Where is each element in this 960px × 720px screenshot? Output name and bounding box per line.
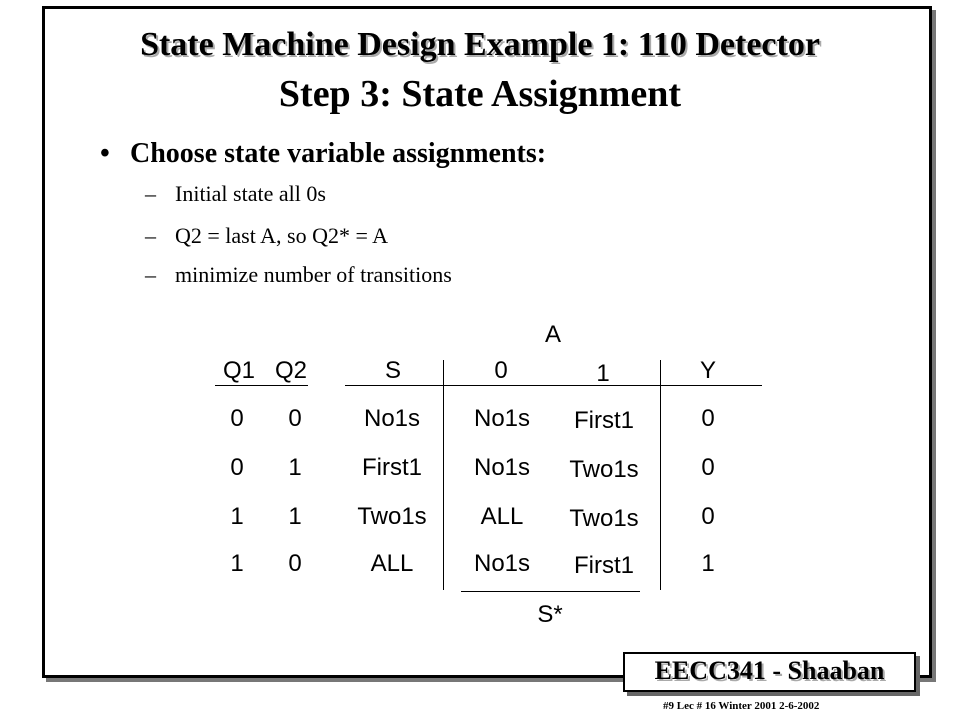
sub-item: [145, 223, 388, 249]
row2-q2: 1: [288, 503, 302, 530]
divider-right: [660, 360, 661, 590]
row1-s: First1: [362, 454, 422, 481]
row2-next0: ALL: [480, 503, 524, 530]
footer-rule: [461, 591, 640, 592]
sub-item-text: Initial state all 0s: [175, 181, 326, 206]
header-a1: 1: [596, 360, 610, 387]
row0-next1: First1: [574, 407, 634, 434]
dash-icon: –: [145, 181, 156, 206]
header-rule-main: [345, 385, 762, 386]
slide-footer: #9 Lec # 16 Winter 2001 2-6-2002: [663, 700, 820, 712]
row1-q2: 1: [288, 454, 302, 481]
divider-left: [443, 360, 444, 590]
row3-q1: 1: [230, 550, 244, 577]
sub-item: [145, 181, 326, 207]
slide-subtitle: Step 3: State Assignment: [278, 73, 682, 115]
slide-title: State Machine Design Example 1: 110 Detector: [140, 26, 820, 63]
row0-s: No1s: [363, 405, 421, 432]
sub-item-text: minimize number of transitions: [175, 262, 452, 287]
row0-q2: 0: [288, 405, 302, 432]
row3-s: ALL: [370, 550, 414, 577]
header-q2: Q2: [274, 357, 308, 384]
row2-q1: 1: [230, 503, 244, 530]
main-bullet: [100, 138, 546, 170]
sub-item-text: Q2 = last A, so Q2* = A: [175, 223, 389, 248]
row3-next1: First1: [574, 552, 634, 579]
row3-y: 1: [701, 550, 715, 577]
row3-q2: 0: [288, 550, 302, 577]
row2-y: 0: [701, 503, 715, 530]
row0-q1: 0: [230, 405, 244, 432]
row1-next0: No1s: [473, 454, 531, 481]
row2-next1: Two1s: [569, 505, 639, 532]
row0-next0: No1s: [473, 405, 531, 432]
input-header: A: [544, 321, 562, 348]
header-s: S: [384, 357, 402, 384]
bullet-dot-icon: •: [100, 138, 110, 169]
header-rule-q: [215, 385, 308, 386]
brand-text: EECC341 - Shaaban: [654, 656, 885, 685]
row1-y: 0: [701, 454, 715, 481]
row1-q1: 0: [230, 454, 244, 481]
header-q1: Q1: [222, 357, 256, 384]
main-bullet-text: Choose state variable assignments:: [130, 138, 547, 169]
dash-icon: –: [145, 223, 156, 248]
next-state-footer: S*: [537, 601, 563, 628]
header-a0: 0: [494, 357, 508, 384]
row0-y: 0: [701, 405, 715, 432]
sub-item: [145, 262, 452, 288]
row1-next1: Two1s: [569, 456, 639, 483]
dash-icon: –: [145, 262, 156, 287]
row3-next0: No1s: [473, 550, 531, 577]
header-y: Y: [699, 357, 717, 384]
brand-box: [623, 652, 916, 692]
row2-s: Two1s: [357, 503, 427, 530]
